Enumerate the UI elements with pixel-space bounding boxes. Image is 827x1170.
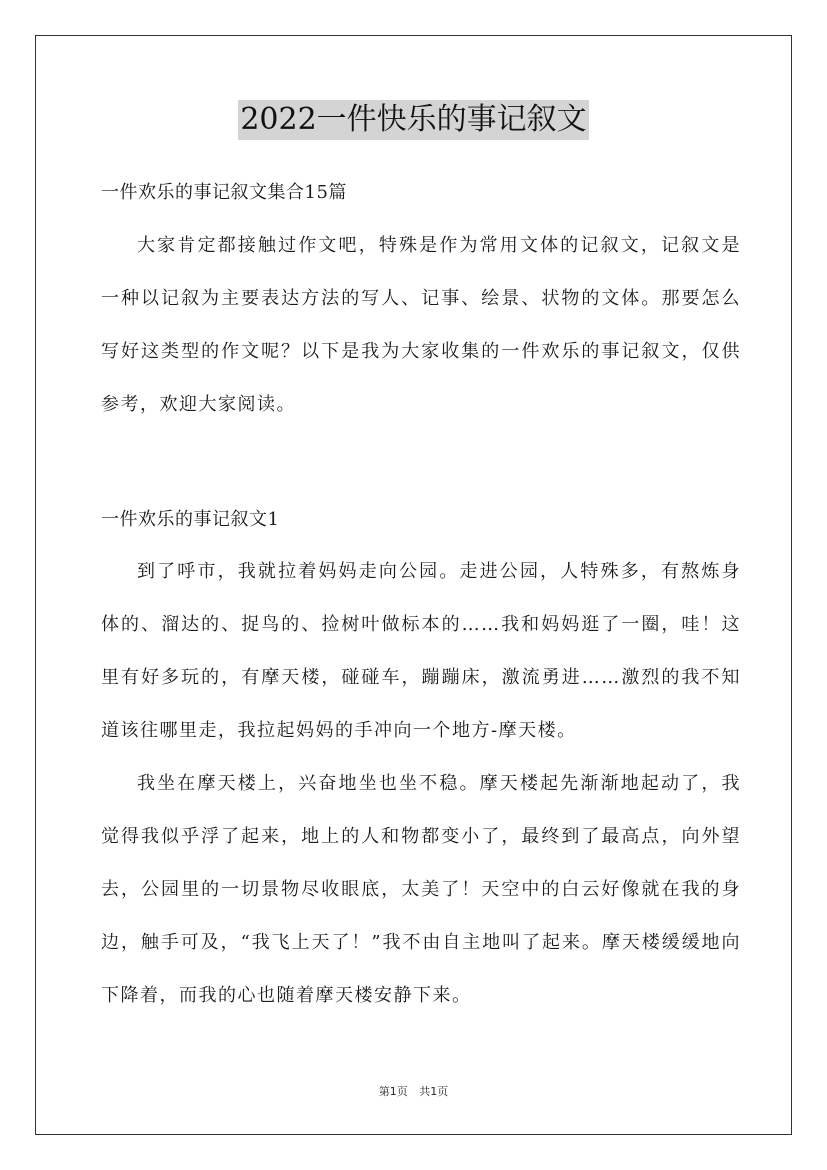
section-heading: 一件欢乐的事记叙文1	[101, 509, 280, 530]
document-subtitle: 一件欢乐的事记叙文集合15篇	[101, 182, 347, 203]
body-paragraph-2: 我坐在摩天楼上，兴奋地坐也坐不稳。摩天楼起先渐渐地起动了，我觉得我似乎浮了起来，地上的人和物都变小了，最终到了最高点，向外望去，公园里的一切景物尽收眼底，太美了！天空中的白云好像就在我的身边，触手可及，“我飞上天了！”我不由自主地叫了起来。摩天楼缓缓地向下降着，而我的心也随着摩天楼安静下来。	[101, 773, 741, 1006]
page-footer	[0, 1083, 827, 1099]
title-container	[0, 100, 827, 140]
document-title: 2022一件快乐的事记叙文	[238, 100, 588, 140]
intro-paragraph: 大家肯定都接触过作文吧，特殊是作为常用文体的记叙文，记叙文是一种以记叙为主要表达方法的写人、记事、绘景、状物的文体。那要怎么写好这类型的作文呢？以下是我为大家收集的一件欢乐的事记叙文，仅供参考，欢迎大家阅读。	[101, 235, 741, 415]
page-total: 共1页	[419, 1085, 449, 1098]
body-paragraph-1: 到了呼市，我就拉着妈妈走向公园。走进公园，人特殊多，有熬炼身体的、溜达的、捉鸟的、捡树叶做标本的……我和妈妈逛了一圈，哇！这里有好多玩的，有摩天楼，碰碰车，蹦蹦床，激流勇进……激烈的我不知道该往哪里走，我拉起妈妈的手冲向一个地方-摩天楼。	[101, 561, 741, 741]
page-number: 第1页	[378, 1085, 408, 1098]
